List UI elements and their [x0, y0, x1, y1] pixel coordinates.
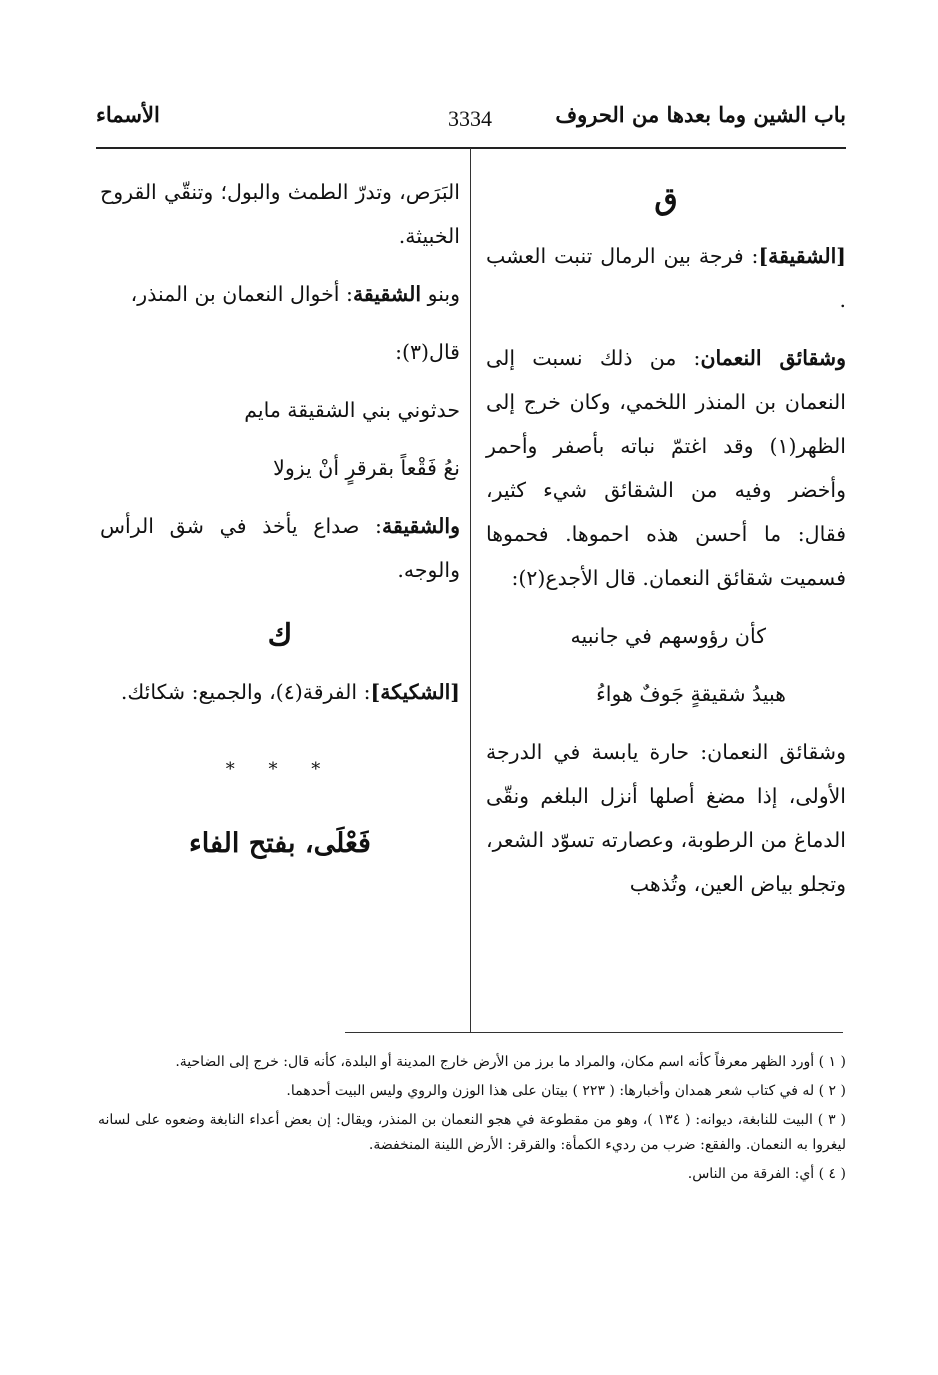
section-separator: * * * — [225, 759, 335, 780]
headword: الشقيقة — [352, 282, 422, 306]
footnote-2: ( ٢ ) له في كتاب شعر همدان وأخبارها: ( ٢٢٣ ) بيتان على هذا الوزن والروي وليس البيت أحدهما. — [286, 1083, 846, 1099]
column-divider — [470, 148, 471, 1032]
page-number: 3334 — [448, 106, 492, 131]
definition: : الفرقة(٤)، والجميع: شكائك. — [120, 680, 371, 704]
prefix: وبنو — [421, 282, 460, 306]
definition: : أخوال النعمان بن المنذر، — [130, 282, 353, 306]
footnote-1: ( ١ ) أورد الظهر معرفاً كأنه اسم مكان، والمراد ما برز من الأرض خارج المدينة أو البلدة، كأنه قال: خرج إلى الضاحية. — [175, 1054, 846, 1070]
entry-shaqiqa — [486, 234, 846, 322]
footnote-4: ( ٤ ) أي: الفرقة من الناس. — [687, 1166, 846, 1182]
verse-hemistich-1: حدثوني بني الشقيقة مايم — [244, 398, 460, 422]
definition: : فرجة بين الرمال تنبت العشب . — [486, 244, 846, 312]
entry-banu-shaqiqa — [100, 272, 460, 316]
letter-heading: ق — [654, 182, 678, 217]
verse-hemistich-2: هبيدُ شقيقةٍ جَوفٌ هواءُ — [596, 682, 786, 706]
pattern-heading: فَعْلَى، بفتح الفاء — [189, 828, 371, 859]
headword: والشقيقة — [381, 514, 460, 538]
header-rule — [96, 147, 846, 149]
headword: وشقائق النعمان — [700, 346, 846, 370]
right-column — [486, 170, 846, 920]
headword: [الشقيقة] — [758, 244, 846, 268]
chapter-title: باب الشين وما بعدها من الحروف — [555, 102, 846, 127]
entry-shakika — [100, 670, 460, 714]
quote-intro: قال(٣): — [395, 340, 460, 364]
running-header — [0, 96, 938, 136]
verse-hemistich-1: كأن رؤوسهم في جانبيه — [570, 624, 766, 648]
entry-continuation: البَرَص، وتدرّ الطمث والبول؛ وتنقّي القروح الخبيثة. — [100, 180, 460, 248]
definition: : صداع يأخذ في شق الرأس والوجه. — [100, 514, 460, 582]
definition: : من ذلك نسبت إلى النعمان بن المنذر اللخمي، وكان خرج إلى الظهر(١) وقد اغتمّ نباته بأصفر وأحمر وأخضر وفيه من الشقائق شيء كثير، فقال: ما أحسن هذه احموها. فحموها فسميت شقائق النعمان. قال الأجدع(٢): — [486, 346, 846, 590]
footnotes — [98, 1050, 846, 1191]
section-title: الأسماء — [96, 102, 160, 127]
verse-hemistich-2: نعُ فَقْعاً بقرقرٍ أنْ يزولا — [273, 456, 460, 480]
entry-shaqaiq-alnuman — [486, 336, 846, 600]
footnote-3: ( ٣ ) البيت للنابغة، ديوانه: ( ١٣٤ )، وهو من مقطوعة في هجو النعمان بن المنذر، ويقال: إن بعض أعداء النابغة وضعوه على لسانه ليغروا به النعمان. والفقع: ضرب من رديء الكمأة: والقرقر: الأرض اللينة المنخفضة. — [98, 1112, 846, 1153]
entry-medical: وشقائق النعمان: حارة يابسة في الدرجة الأولى، إذا مضغ أصلها أنزل البلغم ونقّى الدماغ من الرطوبة، وعصارته تسوّد الشعر، وتجلو بياض العين، وتُذهب — [486, 740, 846, 896]
left-column — [100, 170, 460, 866]
letter-heading: ك — [267, 618, 293, 653]
entry-headache — [100, 504, 460, 592]
footnote-rule — [345, 1032, 843, 1033]
headword: [الشكيكة] — [370, 680, 460, 704]
